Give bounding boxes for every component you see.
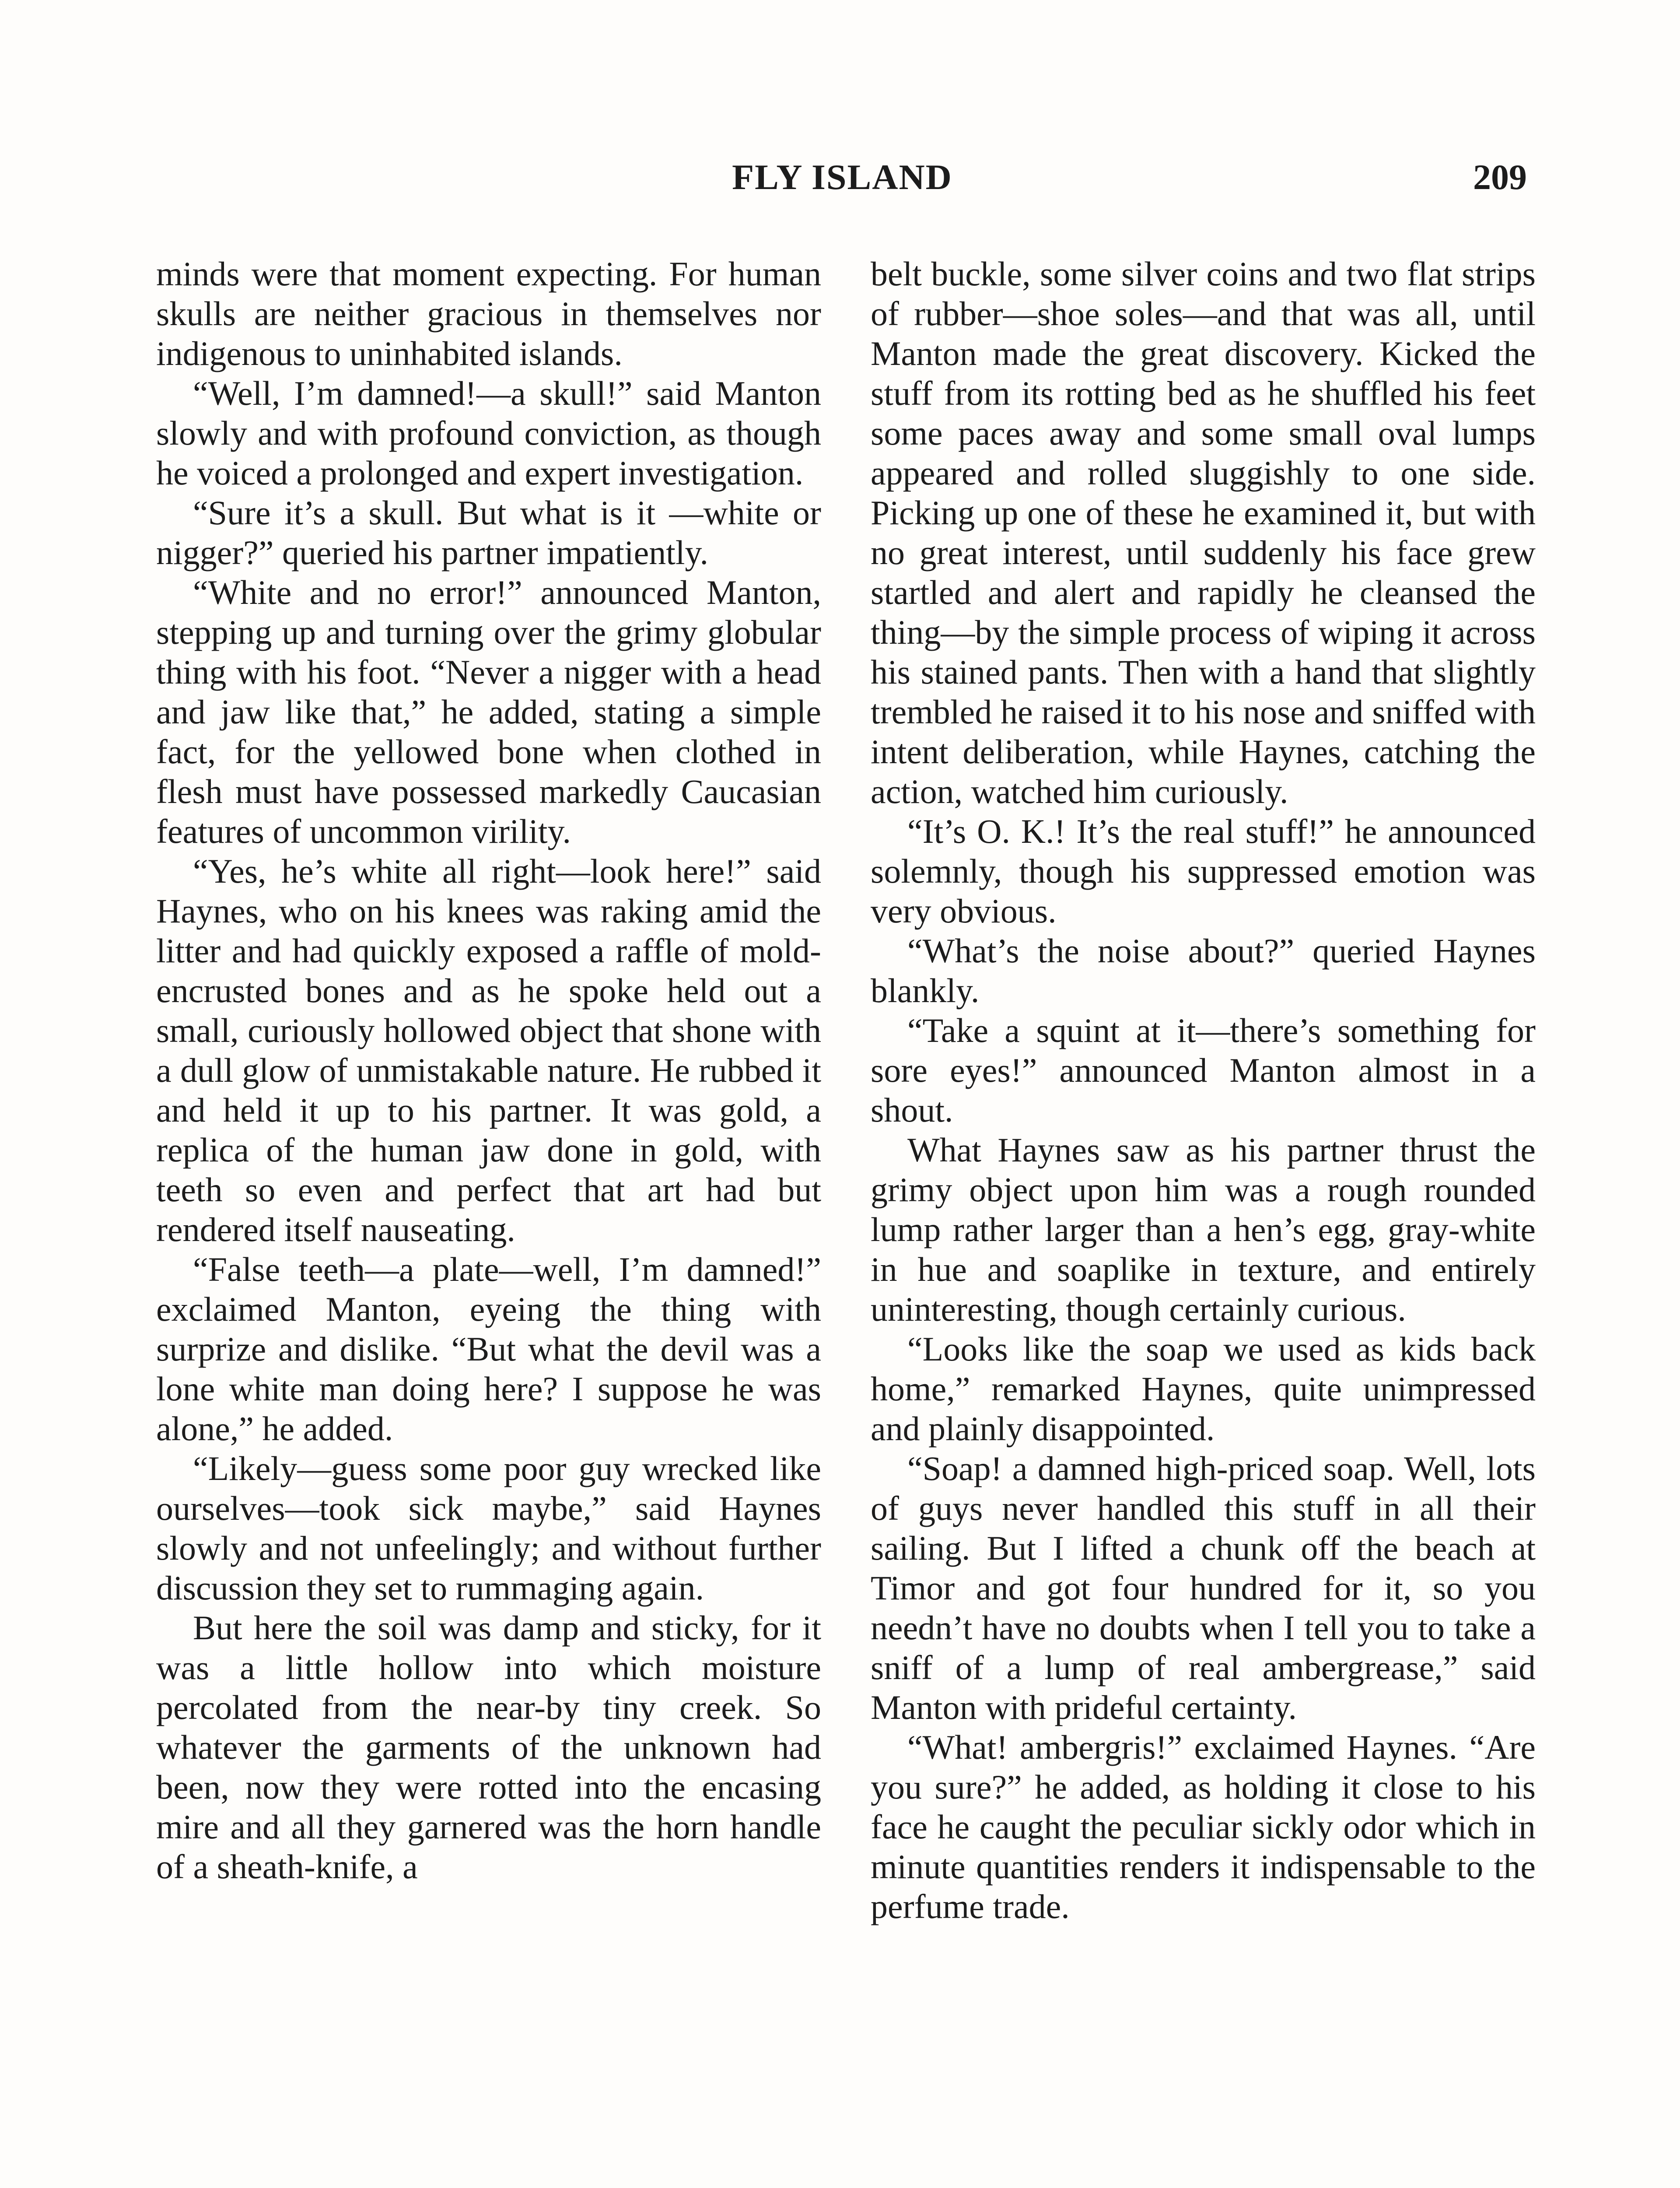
paragraph: “False teeth—a plate—well, I’m damned!” exclaimed Manton, eyeing the thing with surprize and dislike. “But what the devil was a lone white man doing here? I suppose he was alone,” he added.	[156, 1250, 821, 1448]
paragraph: “Yes, he’s white all right—look here!” said Haynes, who on his knees was raking amid the litter and had quickly exposed a raffle of mold-encrusted bones and as he spoke held out a small, curiously hollowed object that shone with a dull glow of unmistakable nature. He rubbed it and held it up to his partner. It was gold, a replica of the human jaw done in gold, with teeth so even and perfect that art had but rendered itself nauseating.	[156, 852, 821, 1248]
paragraph: “Looks like the soap we used as kids back home,” remarked Haynes, quite unimpressed and plainly disappointed.	[871, 1330, 1536, 1448]
paragraph: “Soap! a damned high-priced soap. Well, lots of guys never handled this stuff in all their sailing. But I lifted a chunk off the beach at Timor and got four hundred for it, so you needn’t have no doubts when I tell you to take a sniff of a lump of real ambergrease,” said Manton with prideful certainty.	[871, 1449, 1536, 1726]
paragraph: “Likely—guess some poor guy wrecked like ourselves—took sick maybe,” said Haynes slowly and not unfeelingly; and without further discussion they set to rummaging again.	[156, 1449, 821, 1607]
left-column	[156, 254, 821, 1886]
paragraph: minds were that moment expecting. For human skulls are neither gracious in themselves nor indigenous to uninhabited islands.	[156, 255, 821, 372]
paragraph: “Sure it’s a skull. But what is it —white or nigger?” queried his partner impatiently.	[156, 494, 821, 572]
paragraph: “What! ambergris!” exclaimed Haynes. “Are you sure?” he added, as holding it close to his face he caught the peculiar sickly odor which in minute quantities renders it indispensable to the perfume trade.	[871, 1728, 1536, 1925]
running-title: FLY ISLAND	[732, 157, 952, 197]
page-number: 209	[1473, 157, 1527, 197]
paragraph: “Take a squint at it—there’s something for sore eyes!” announced Manton almost in a shout.	[871, 1011, 1536, 1129]
paragraph: “Well, I’m damned!—a skull!” said Manton slowly and with profound conviction, as though he voiced a prolonged and expert investigation.	[156, 374, 821, 492]
paragraph: “It’s O. K.! It’s the real stuff!” he announced solemnly, though his suppressed emotion was very obvious.	[871, 812, 1536, 930]
paragraph: “White and no error!” announced Manton, stepping up and turning over the grimy globular thing with his foot. “Never a nigger with a head and jaw like that,” he added, stating a simple fact, for the yellowed bone when clothed in flesh must have possessed markedly Caucasian features of uncommon virility.	[156, 573, 821, 850]
paragraph: But here the soil was damp and sticky, for it was a little hollow into which moisture percolated from the near-by tiny creek. So whatever the garments of the unknown had been, now they were rotted into the encasing mire and all they garnered was the horn handle of a sheath-knife, a	[156, 1609, 821, 1886]
right-column	[871, 254, 1536, 1926]
paragraph: “What’s the noise about?” queried Haynes blankly.	[871, 932, 1536, 1010]
running-head	[158, 155, 1527, 203]
paragraph: What Haynes saw as his partner thrust the grimy object upon him was a rough rounded lump rather larger than a hen’s egg, gray-white in hue and soaplike in texture, and entirely uninteresting, though certainly curious.	[871, 1131, 1536, 1328]
paragraph: belt buckle, some silver coins and two flat strips of rubber—shoe soles—and that was all, until Manton made the great discovery. Kicked the stuff from its rotting bed as he shuffled his feet some paces away and some small oval lumps appeared and rolled sluggishly to one side. Picking up one of these he examined it, but with no great interest, until suddenly his face grew startled and alert and rapidly he cleansed the thing—by the simple process of wiping it across his stained pants. Then with a hand that slightly trembled he raised it to his nose and sniffed with intent deliberation, while Haynes, catching the action, watched him curiously.	[871, 255, 1536, 810]
